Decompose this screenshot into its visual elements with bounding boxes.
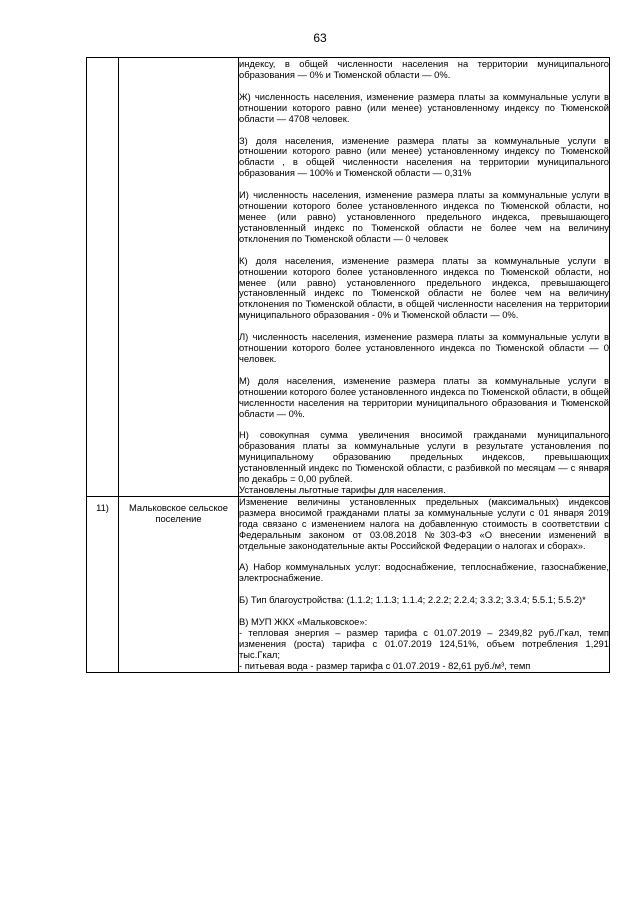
municipality-name	[119, 58, 238, 64]
paragraph: Ж) численность населения, изменение размера платы за коммунальные услуги в отношении которого равно (или менее) установленному индексу по Тюменской области — 4708 человек.	[239, 90, 609, 124]
paragraph: З) доля населения, изменение размера платы за коммунальные услуги в отношении которого равно (или менее) установленному индексу по Тюменской области , в общей численности населения на территории муниципального образования — 100% и Тюменской области — 0,31%	[239, 134, 609, 179]
paragraph: Л) численность населения, изменение размера платы за коммунальные услуги в отношении которого более установленного индекса по Тюменской области — 0 человек.	[239, 331, 609, 364]
municipality-cell	[119, 496, 239, 672]
paragraph: К) доля населения, изменение размера платы за коммунальные услуги в отношении которого более установленного индекса по Тюменской области, но менее (или равно) установленного предельного индекса, превышающего установленный индекс по Тюменской области не более чем на величину отклонения по Тюменской области, в общей численности населения на территории муниципального образования - 0% и Тюменской области — 0%.	[239, 254, 609, 321]
municipality-name: Мальковское сельское поселение	[129, 501, 228, 524]
paragraph: индексу, в общей численности населения на территории муниципального образования — 0% и Тюменской области — 0%.	[239, 58, 609, 80]
row-number-cell	[87, 496, 119, 672]
municipality-cell	[119, 58, 239, 497]
paragraph: Б) Тип благоустройства: (1.1.2; 1.1.3; 1.1.4; 2.2.2; 2.2.4; 3.3.2; 3.3.4; 5.5.1; 5.5.2)*	[239, 594, 586, 606]
org-heading: В) МУП ЖКХ «Мальковское»:	[239, 616, 368, 628]
tariff-item: - питьевая вода - размер тарифа с 01.07.2019 - 82,61 руб./м³, темп	[239, 659, 531, 671]
table-row	[87, 496, 610, 672]
page-number: 63	[313, 31, 327, 45]
row-number: 11)	[96, 501, 109, 513]
paragraph: М) доля населения, изменение размера платы за коммунальные услуги в отношении которого более установленного индекса по Тюменской области, в общей численности населения на территории муниципального образования и Тюменской области — 0%.	[239, 374, 609, 419]
table-row	[87, 58, 610, 497]
description-cell	[239, 58, 610, 497]
row-number-cell	[87, 58, 119, 497]
tariff-table	[86, 57, 610, 673]
paragraph: Изменение величины установленных предельных (максимальных) индексов размера вносимой гражданами платы за коммунальные услуги с 01 января 2019 года связано с изменением налога на добавленную стоимость в соответствии с Федеральным законом от 03.08.2018 №303-ФЗ «О внесении изменений в отдельные законодательные акты Российской Федерации о налогах и сборах».	[239, 495, 609, 551]
row-number	[87, 58, 118, 64]
paragraph: И) численность населения, изменение размера платы за коммунальные услуги в отношении которого более установленного индекса по Тюменской области, но менее (или равно) установленного предельного индекса, превышающего установленный индекс по Тюменской области не более чем на величину отклонения по Тюменской области — 0 человек	[239, 189, 609, 244]
paragraph: А) Набор коммунальных услуг: водоснабжение, теплоснабжение, газоснабжение, электроснабжение.	[239, 561, 609, 584]
tariff-item: - тепловая энергия – размер тарифа с 01.07.2019 – 2349,82 руб./Гкал, темп изменения (роста) тарифа с 01.07.2019 124,51%, объем потребления 1,291 тыс.Гкал;	[239, 627, 609, 660]
closing-line: Установлены льготные тарифы для населения.	[239, 484, 446, 495]
description-cell	[239, 496, 610, 672]
paragraph: Н) совокупная сумма увеличения вносимой гражданами муниципального образования платы за коммунальные услуги в результате установления по муниципальному образованию предельных индексов, превышающих установленный индекс по Тюменской области, с разбивкой по месяцам — с января по декабрь = 0,00 рублей.	[239, 429, 609, 485]
